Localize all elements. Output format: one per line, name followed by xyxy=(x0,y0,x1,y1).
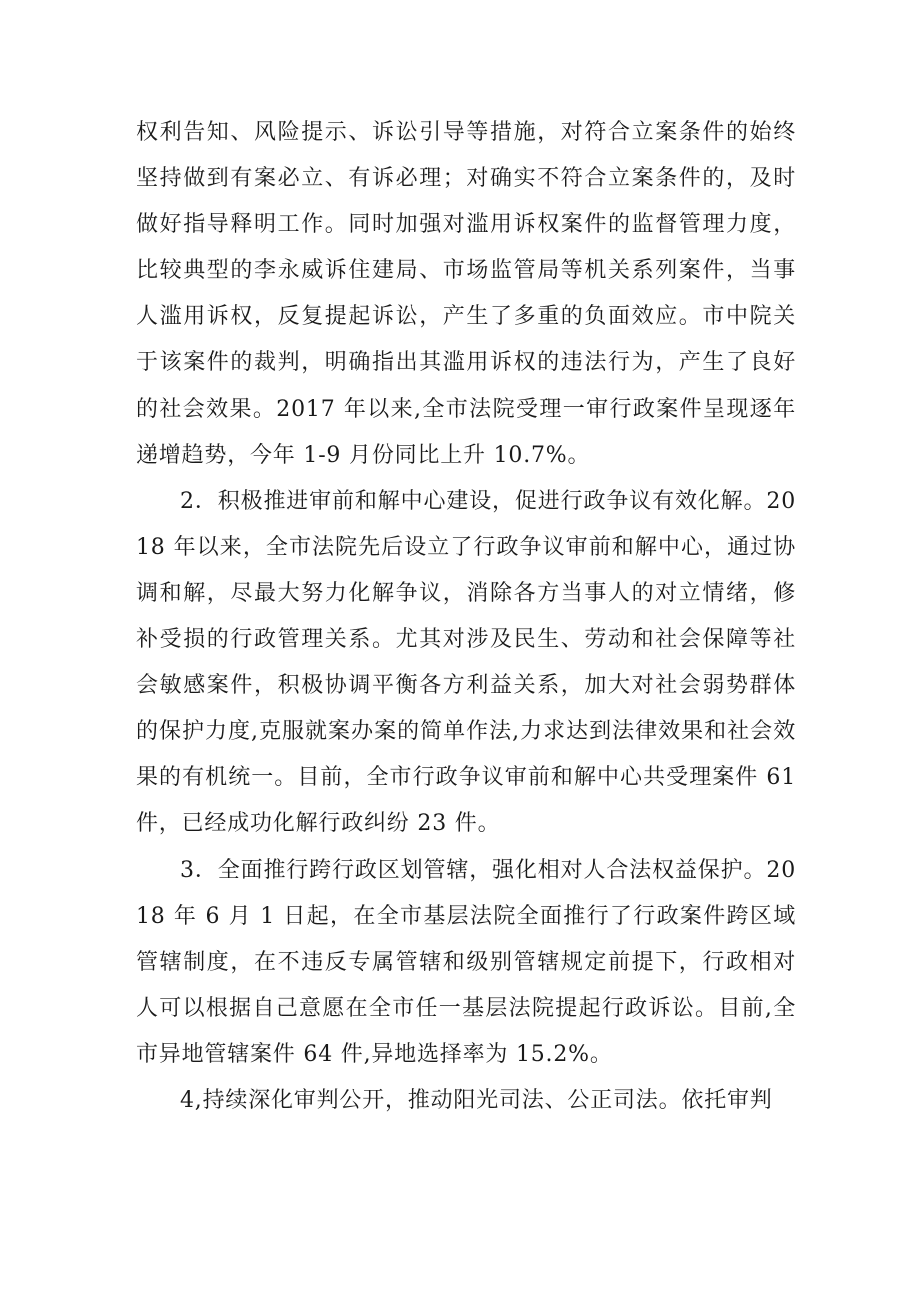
paragraph-2: 2．积极推进审前和解中心建设，促进行政争议有效化解。2018 年以来，全市法院先后设立了行政争议审前和解中心，通过协调和解，尽最大努力化解争议，消除各方当事人的对立情绪，修补受损的行政管理关系。尤其对涉及民生、劳动和社会保障等社会敏感案件，积极协调平衡各方利益关系，加大对社会弱势群体的保护力度,克服就案办案的简单作法,力求达到法律效果和社会效果的有机统一。目前，全市行政争议审前和解中心共受理案件 61 件，已经成功化解行政纠纷 23 件。 xyxy=(136,488,796,837)
paragraph-4: 4,持续深化审判公开，推动阳光司法、公正司法。依托审判 xyxy=(180,1087,773,1113)
paragraph-1: 权利告知、风险提示、诉讼引导等措施，对符合立案条件的始终坚持做到有案必立、有诉必理；对确实不符合立案条件的，及时做好指导释明工作。同时加强对滥用诉权案件的监督管理力度，比较典型的李永威诉住建局、市场监管局等机关系列案件，当事人滥用诉权，反复提起诉讼，产生了多重的负面效应。市中院关于该案件的裁判，明确指出其滥用诉权的违法行为，产生了良好的社会效果。2017 年以来,全市法院受理一审行政案件呈现逐年递增趋势，今年 1-9 月份同比上升 10.7%。 xyxy=(136,120,796,468)
document-body xyxy=(136,110,796,1124)
paragraph-3: 3．全面推行跨行政区划管辖，强化相对人合法权益保护。2018 年 6 月 1 日起，在全市基层法院全面推行了行政案件跨区域管辖制度，在不违反专属管辖和级别管辖规定前提下，行政相对人可以根据自己意愿在全市任一基层法院提起行政诉讼。目前,全市异地管辖案件 64 件,异地选择率为 15.2%。 xyxy=(136,857,796,1067)
